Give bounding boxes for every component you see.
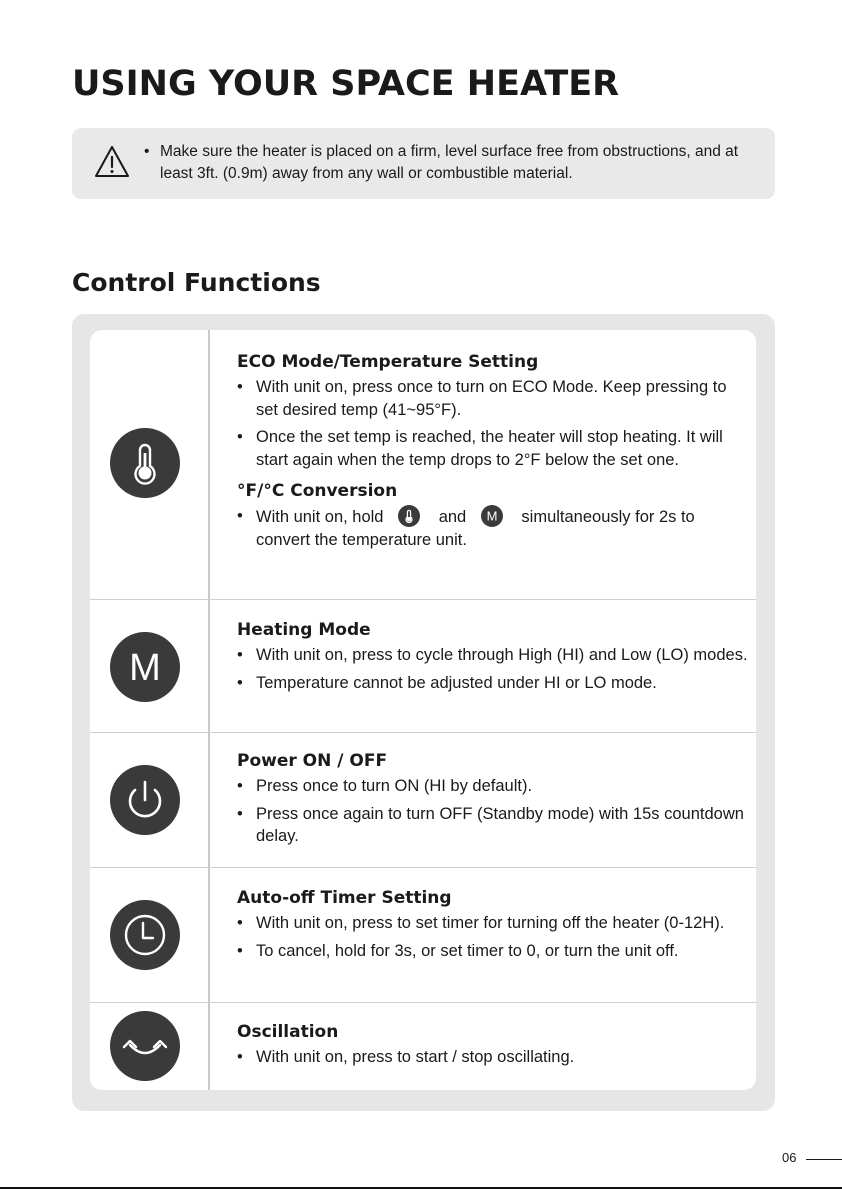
m-letter: M — [129, 647, 161, 689]
bullet-dot: • — [237, 646, 243, 664]
bullet-text: Once the set temp is reached, the heater will stop heating. It will start again when the temp drops to 2°F below the set one. — [256, 428, 723, 469]
bullet-text: With unit on, press to set timer for turning off the heater (0-12H). — [256, 914, 725, 932]
bullet-text: Press once to turn ON (HI by default). — [256, 777, 533, 795]
function-title: °F/°C Conversion — [237, 481, 398, 501]
bullet-text: Press once again to turn OFF (Standby mode) with 15s countdown delay. — [256, 804, 744, 845]
function-row-heating-mode — [90, 600, 756, 731]
warning-message: Make sure the heater is placed on a firm, level surface free from obstructions, and at least 3ft. (0.9m) away from any wall or combustible material. — [160, 143, 739, 182]
page-number: 06 — [782, 1150, 797, 1165]
bullet-dot: • — [237, 673, 243, 692]
thermometer-icon — [110, 428, 180, 498]
function-bullet — [237, 940, 752, 963]
bullet-text: With unit on, hold — [256, 508, 384, 526]
mode-m-icon — [481, 505, 503, 527]
power-icon — [110, 765, 180, 835]
function-row-eco — [90, 330, 756, 599]
function-row-timer — [90, 868, 756, 1002]
page-number-rule — [806, 1159, 842, 1160]
function-bullet — [237, 426, 752, 471]
warning-text — [144, 141, 764, 185]
bullet-dot: • — [237, 914, 243, 932]
function-title: ECO Mode/Temperature Setting — [237, 352, 539, 372]
function-title: Heating Mode — [237, 620, 371, 640]
function-title: Auto-off Timer Setting — [237, 888, 452, 908]
function-content — [237, 749, 752, 853]
bullet-text: Temperature cannot be adjusted under HI or LO mode. — [256, 673, 657, 692]
control-functions-panel — [72, 314, 775, 1111]
function-title: Oscillation — [237, 1022, 339, 1042]
function-bullet — [237, 672, 752, 695]
function-content — [237, 1020, 752, 1074]
bullet-dot: • — [237, 1048, 243, 1066]
m-letter: M — [486, 508, 498, 524]
section-title: Control Functions — [72, 268, 321, 297]
bullet-text: With unit on, press to cycle through High (HI) and Low (LO) modes. — [256, 646, 748, 664]
function-bullet — [237, 1046, 752, 1069]
bullet-text: To cancel, hold for 3s, or set timer to 0, or turn the unit off. — [256, 941, 679, 960]
mode-m-icon — [110, 632, 180, 702]
bullet-dot: • — [144, 143, 150, 160]
warning-triangle-icon — [93, 144, 131, 180]
function-row-oscillation — [90, 1003, 756, 1090]
function-content — [237, 618, 752, 699]
bullet-text: With unit on, press once to turn on ECO Mode. Keep pressing to set desired temp (41~95°F). — [256, 378, 727, 419]
bullet-dot: • — [237, 941, 243, 960]
page-title: USING YOUR SPACE HEATER — [72, 64, 620, 104]
function-content — [237, 350, 752, 556]
bullet-dot: • — [237, 777, 243, 795]
bullet-dot: • — [237, 428, 243, 446]
function-bullet — [237, 803, 752, 848]
bullet-text: simultaneously for 2s to convert the temperature unit. — [256, 508, 695, 549]
bullet-dot: • — [237, 507, 243, 525]
function-bullet — [237, 376, 752, 421]
function-bullet — [237, 775, 752, 798]
oscillation-icon — [110, 1011, 180, 1081]
bullet-text: With unit on, press to start / stop oscillating. — [256, 1048, 575, 1066]
function-title: Power ON / OFF — [237, 751, 388, 771]
bullet-dot: • — [237, 804, 243, 823]
clock-timer-icon — [110, 900, 180, 970]
thermometer-icon — [398, 505, 420, 527]
function-content — [237, 886, 752, 967]
function-bullet — [237, 644, 752, 667]
warning-box — [72, 128, 775, 199]
function-row-power — [90, 733, 756, 867]
function-bullet — [237, 912, 752, 935]
function-bullet — [237, 505, 752, 551]
bullet-text: and — [438, 508, 467, 526]
control-functions-card — [90, 330, 756, 1090]
bullet-dot: • — [237, 378, 243, 396]
